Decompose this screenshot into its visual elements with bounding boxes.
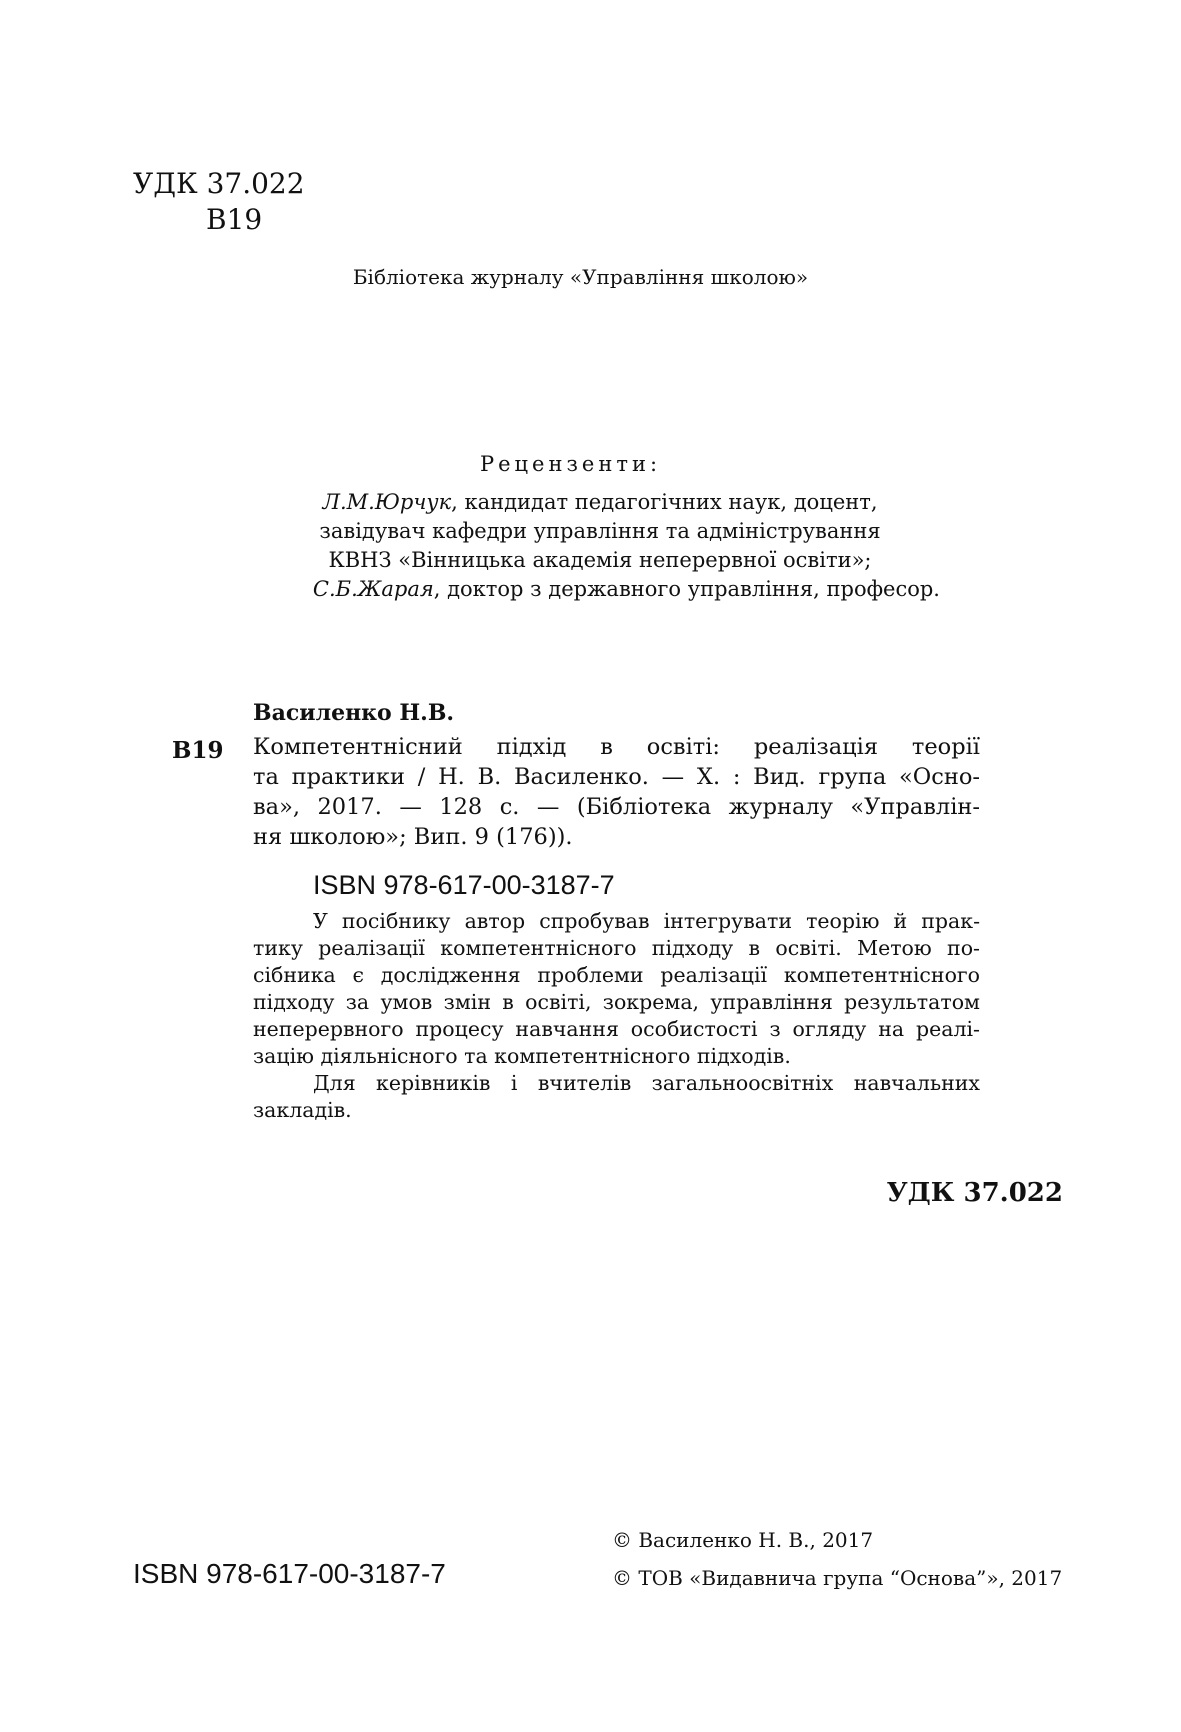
copyright-author: © Василенко Н. В., 2017: [612, 1528, 874, 1552]
udk-footer: УДК 37.022: [886, 1178, 1063, 1208]
bibliographic-record: [253, 732, 980, 852]
annotation-line: сібника є дослідження проблеми реалізації компетентнісного: [253, 963, 980, 987]
annotation-line: зацію діяльнісного та компетентнісного підходів.: [253, 1044, 791, 1068]
biblio-line: ня школою»; Вип. 9 (176)).: [253, 824, 573, 850]
reviewer-1-line-1: Л.М.Юрчук, кандидат педагогічних наук, доцент,: [322, 490, 878, 514]
audience-line: Для керівників і вчителів загальноосвітніх навчальних: [313, 1071, 980, 1095]
catalog-isbn: ISBN 978-617-00-3187-7: [313, 870, 615, 900]
reviewer-2-name: С.Б.Жарая: [312, 577, 434, 601]
reviewer-1-line-3: КВНЗ «Вінницька академія неперервної освіти»;: [328, 548, 872, 572]
catalog-author: Василенко Н.В.: [253, 700, 455, 726]
annotation: [253, 908, 980, 1124]
reviewer-2-line: С.Б.Жарая, доктор з державного управління, професор.: [312, 577, 940, 601]
annotation-line: У посібнику автор спробував інтегрувати теорію й прак-: [313, 909, 980, 933]
annotation-line: підходу за умов змін в освіті, зокрема, управління результатом: [253, 990, 980, 1014]
copyright-block: [612, 1521, 1062, 1597]
reviewer-1-line-2: завідувач кафедри управління та адміністрування: [319, 519, 881, 543]
biblio-line: та практики / Н. В. Василенко. — Х. : Вид. група «Осно-: [253, 764, 980, 790]
audience-line: закладів.: [253, 1098, 352, 1122]
reviewer-1-name: Л.М.Юрчук: [322, 490, 452, 514]
reviewers-list: [260, 488, 940, 604]
series-title: Бібліотека журналу «Управління школою»: [352, 265, 809, 289]
biblio-line: ва», 2017. — 128 с. — (Бібліотека журналу «Управлін-: [253, 794, 980, 820]
udk-header: [133, 166, 305, 238]
annotation-line: неперервного процесу навчання особистості з огляду на реалі-: [253, 1017, 980, 1041]
author-mark: В19: [206, 203, 263, 236]
isbn-footer: ISBN 978-617-00-3187-7: [133, 1558, 446, 1589]
udk-code: УДК 37.022: [133, 167, 305, 200]
reviewers-heading: Рецензенти:: [479, 452, 662, 476]
biblio-line: Компетентнісний підхід в освіті: реалізація теорії: [253, 734, 980, 760]
copyright-publisher: © ТОВ «Видавнича група “Основа”», 2017: [612, 1566, 1063, 1590]
catalog-mark: В19: [172, 737, 224, 764]
annotation-line: тику реалізації компетентнісного підходу в освіті. Метою по-: [253, 936, 980, 960]
